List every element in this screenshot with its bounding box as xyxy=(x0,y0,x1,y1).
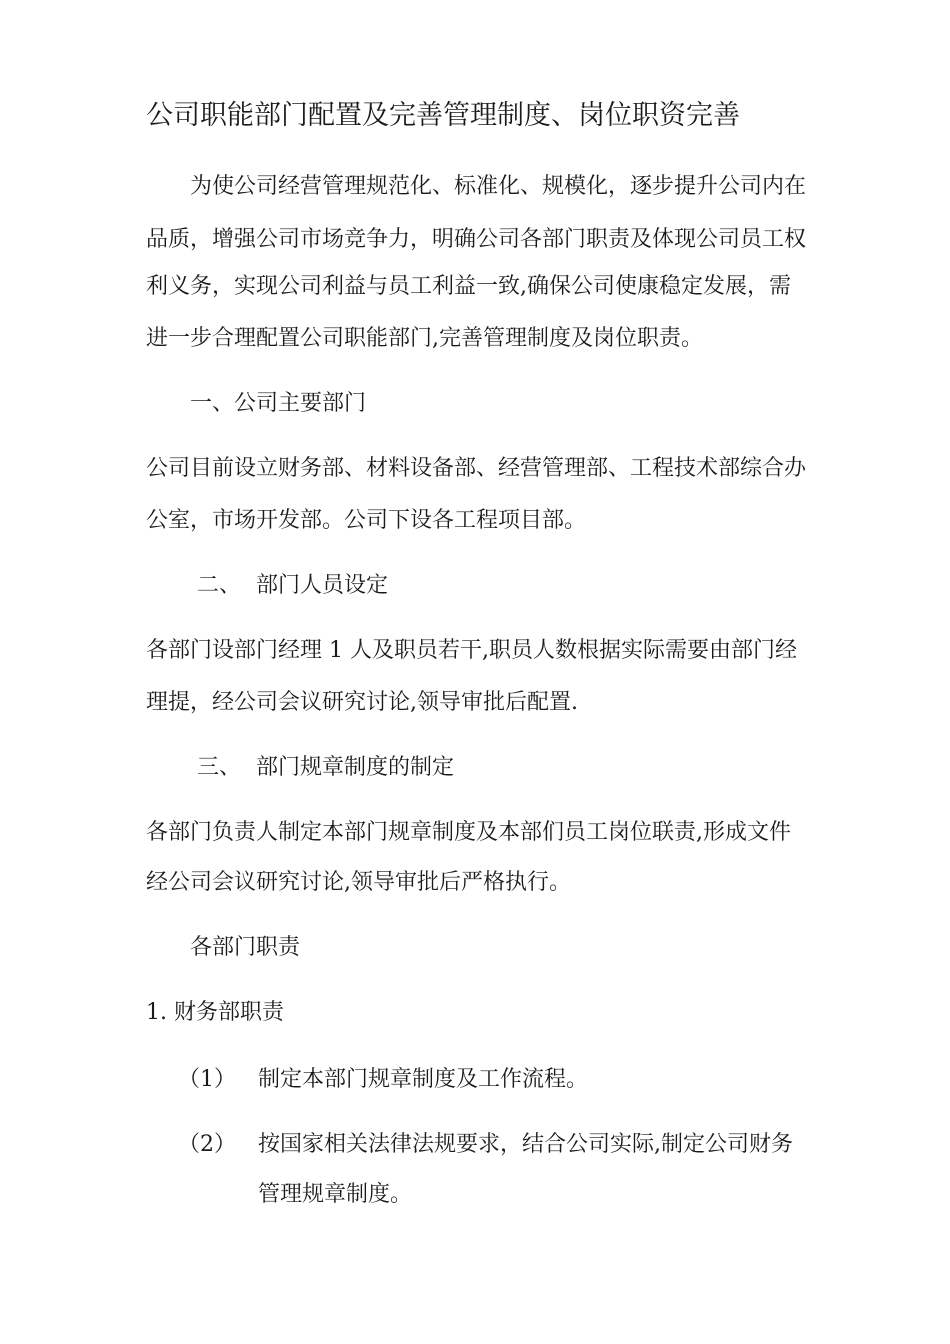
section-number-3: 三、 xyxy=(197,755,242,780)
finance-item-2-number: （2） xyxy=(178,1132,236,1157)
intro-line-1: 为使公司经营管理规范化、标准化、规模化，逐步提升公司内在 xyxy=(190,174,807,199)
section3-body-line-1: 各部门负责人制定本部门规章制度及本部们员工岗位联责,形成文件 xyxy=(146,820,791,845)
finance-item-2-text-line-2: 管理规章制度。 xyxy=(258,1182,413,1207)
section3-body-line-2: 经公司会议研究讨论,领导审批后严格执行。 xyxy=(146,870,571,895)
finance-item-1-text: 制定本部门规章制度及工作流程。 xyxy=(258,1067,589,1092)
section1-body-line-2: 公室，市场开发部。公司下设各工程项目部。 xyxy=(146,508,587,533)
section1-body-line-1: 公司目前设立财务部、材料设备部、经营管理部、工程技术部综合办 xyxy=(146,456,807,481)
section-heading-3: 部门规章制度的制定 xyxy=(256,755,455,780)
document-title: 公司职能部门配置及完善管理制度、岗位职资完善 xyxy=(146,100,740,131)
intro-line-3: 利义务，实现公司利益与员工利益一致,确保公司使康稳定发展，需 xyxy=(146,274,791,299)
intro-line-4: 进一步合理配置公司职能部门,完善管理制度及岗位职责。 xyxy=(146,326,703,351)
section2-body-line-2: 理提，经公司会议研究讨论,领导审批后配置. xyxy=(146,690,578,715)
section2-body-line-1: 各部门设部门经理 1 人及职员若干,职员人数根据实际需要由部门经 xyxy=(146,638,797,663)
duties-heading: 各部门职责 xyxy=(190,935,301,960)
section-heading-2: 部门人员设定 xyxy=(256,573,389,598)
section-number-2: 二、 xyxy=(197,573,242,598)
finance-heading: 1. 财务部职责 xyxy=(146,1000,284,1025)
section-heading-1: 一、公司主要部门 xyxy=(190,391,367,416)
finance-item-2-text-line-1: 按国家相关法律法规要求，结合公司实际,制定公司财务 xyxy=(258,1132,793,1157)
intro-line-2: 品质，增强公司市场竞争力，明确公司各部门职责及体现公司员工权 xyxy=(146,227,807,252)
finance-item-1-number: （1） xyxy=(178,1067,236,1092)
